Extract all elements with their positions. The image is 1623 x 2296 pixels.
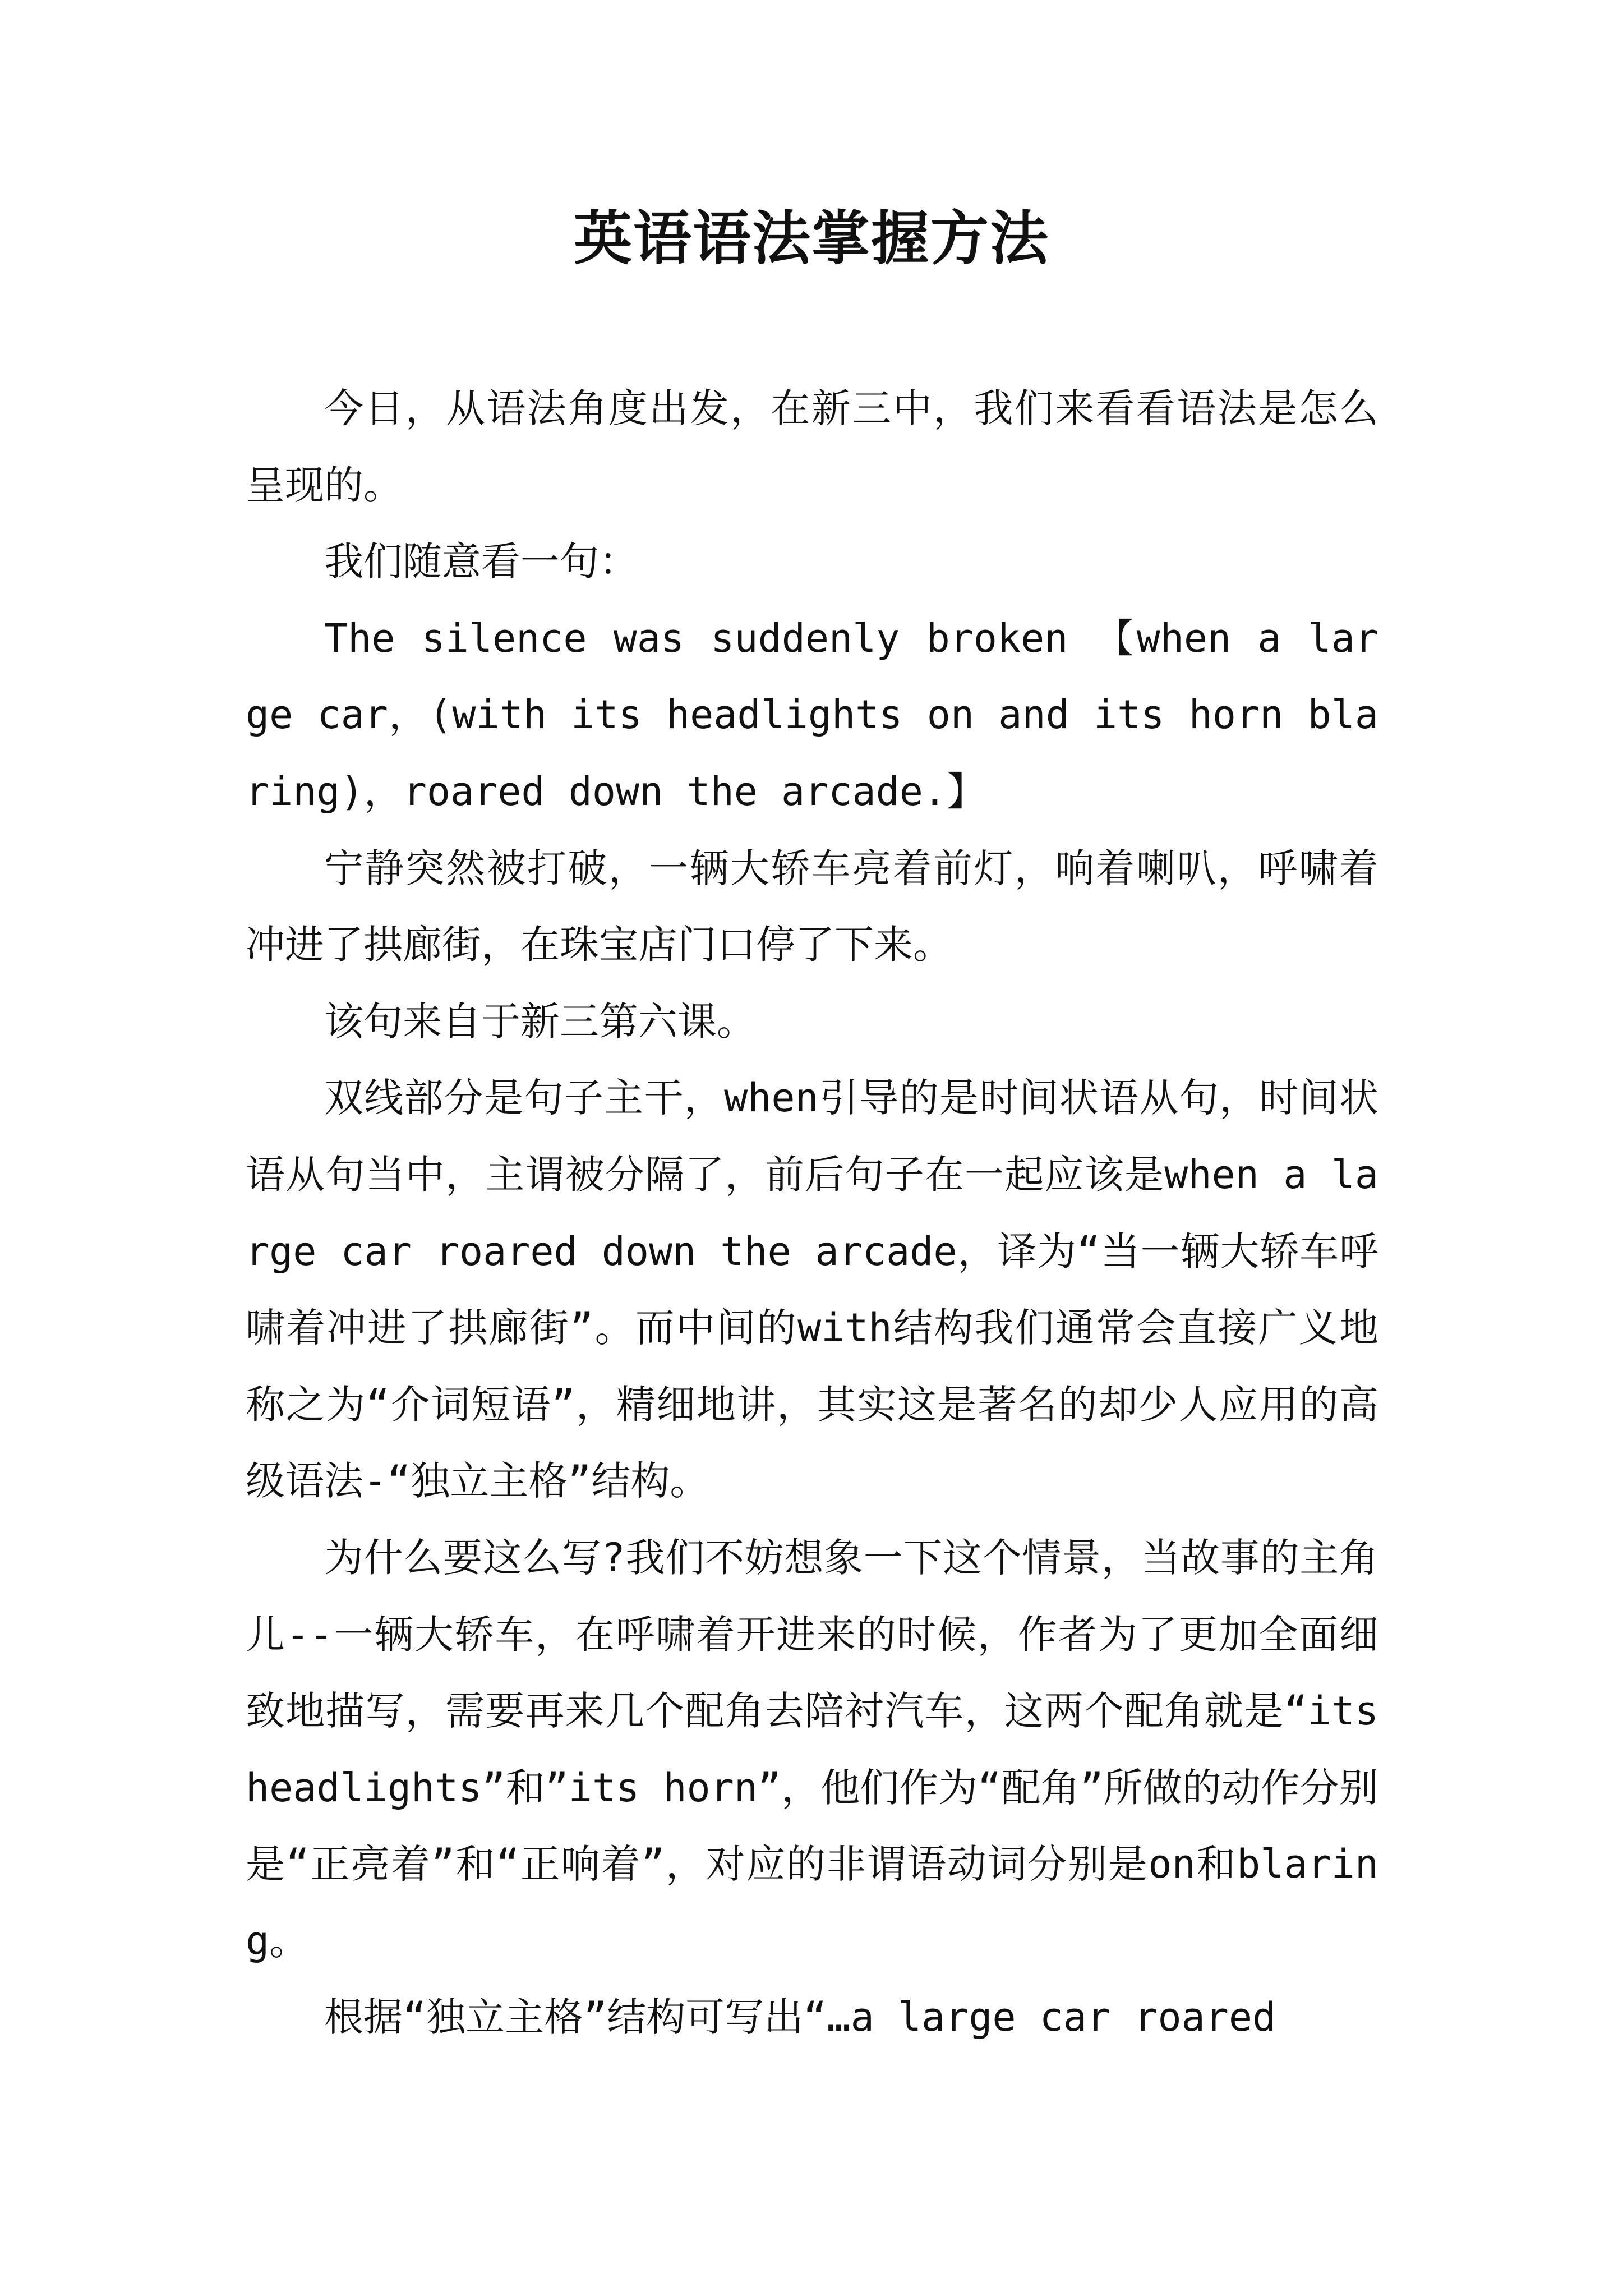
paragraph-explanation: 为什么要这么写?我们不妨想象一下这个情景，当故事的主角儿--一辆大轿车，在呼啸着开进来的时候，作者为了更加全面细致地描写，需要再来几个配角去陪衬汽车，这两个配角就是“its headlights”和”its horn”，他们作为“配角”所做的动作分别是“正亮着”和“正响着”，对应的非谓语动词分别是on和blaring。 (246, 1534, 1378, 1964)
paragraph-intro: 今日，从语法角度出发，在新三中，我们来看看语法是怎么呈现的。 (246, 385, 1378, 508)
paragraph-source: 该句来自于新三第六课。 (324, 998, 756, 1045)
paragraph-translation: 宁静突然被打破，一辆大轿车亮着前灯，响着喇叭，呼啸着冲进了拱廊街，在珠宝店门口停了下来。 (246, 845, 1378, 968)
paragraph-example-sentence: The silence was suddenly broken 【when a large car，(with its headlights on and its horn blaring)，roared down the arcade.】 (246, 615, 1378, 815)
paragraph-lead: 我们随意看一句： (324, 539, 638, 585)
document-body (246, 370, 1378, 2056)
document-title: 英语语法掌握方法 (573, 204, 1049, 273)
paragraph-analysis: 双线部分是句子主干，when引导的是时间状语从句，时间状语从句当中，主谓被分隔了，前后句子在一起应该是when a large car roared down the arcade，译为“当一辆大轿车呼啸着冲进了拱廊街”。而中间的with结构我们通常会直接广义地称之为“介词短语”，精细地讲，其实这是著名的却少人应用的高级语法-“独立主格”结构。 (246, 1075, 1378, 1504)
paragraph-continuation: 根据“独立主格”结构可写出“…a large car roared (324, 1994, 1276, 2041)
